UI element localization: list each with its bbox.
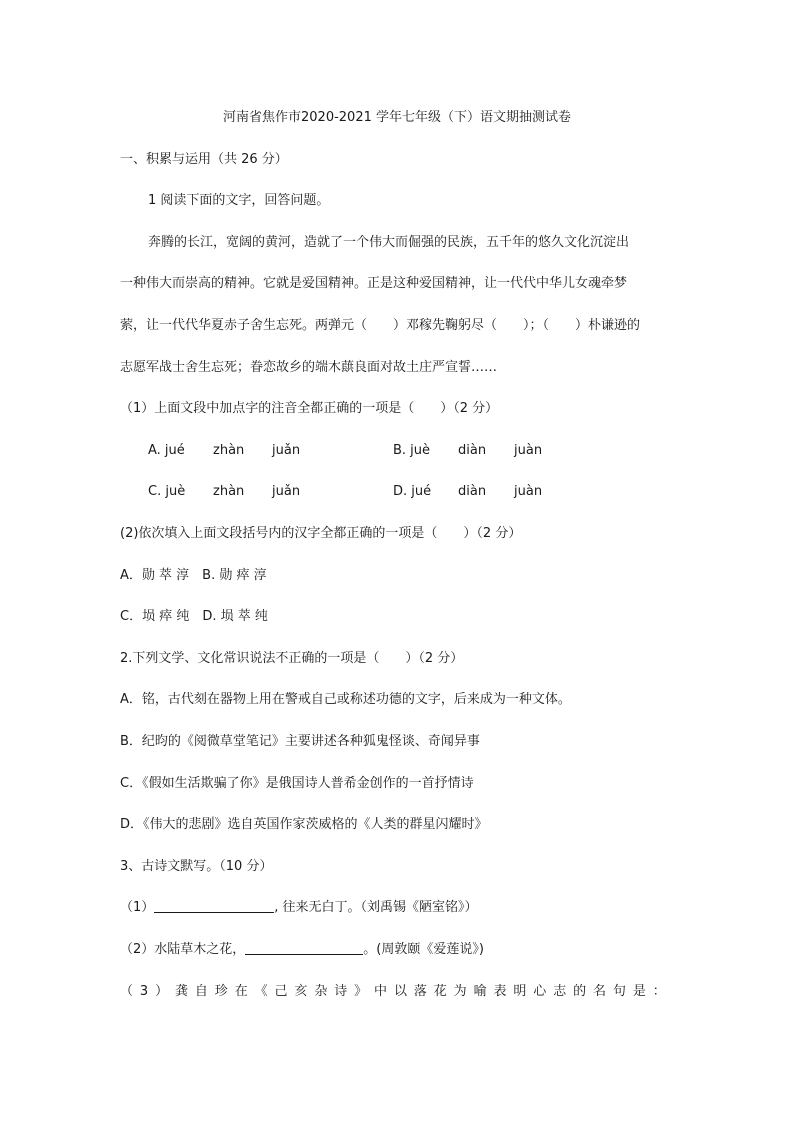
question-3-2: [120, 940, 484, 960]
option-c-pinyin-3: juǎn: [272, 484, 301, 499]
question-1-1: （1）上面文段中加点字的注音全都正确的一项是（ ）（2 分）: [120, 401, 499, 416]
option-a-label: A. jué: [148, 443, 185, 458]
q3-3-char: 亥: [294, 984, 308, 999]
question-1-2-option-cd: C．埙 瘁 纯 D. 埙 萃 纯: [120, 609, 268, 624]
q3-3-char: 》: [354, 984, 368, 999]
q3-3-char: 在: [234, 984, 248, 999]
question-3-1-text: , 往来无白丁。（刘禹锡《陋室铭》）: [274, 900, 478, 915]
q3-3-char: 表: [493, 984, 507, 999]
q3-3-char: 句: [612, 984, 626, 999]
q3-3-char: ：: [652, 984, 666, 999]
question-2: 2.下列文学、文化常识说法不正确的一项是（ ）（2 分）: [120, 651, 464, 666]
passage-line-2: 一种伟大而崇高的精神。它就是爱国精神。正是这种爱国精神，让一代代中华儿女魂牵梦: [120, 276, 628, 291]
question-3: 3、古诗文默写。（10 分）: [120, 859, 273, 874]
passage-line-4: 志愿军战士舍生忘死；眷恋故乡的端木蕻良面对故土庄严宣誓……: [120, 360, 498, 375]
q3-3-char: 落: [413, 984, 427, 999]
q3-3-char: 《: [254, 984, 268, 999]
q3-3-char: 心: [533, 984, 547, 999]
q3-3-char: 杂: [314, 984, 328, 999]
option-c-pinyin-2: zhàn: [213, 484, 245, 499]
option-b-pinyin-2: diàn: [458, 443, 487, 458]
question-2-option-d: D．《伟大的悲剧》选自英国作家茨威格的《人类的群星闪耀时》: [120, 817, 488, 832]
passage-line-1: 奔腾的长江，宽阔的黄河，造就了一个伟大而倔强的民族，五千年的悠久文化沉淀出: [148, 235, 630, 250]
question-3-2-text-before: （2）水陆草木之花，: [120, 942, 246, 957]
question-3-2-text-after: 。(周敦颐《爱莲说》): [363, 942, 484, 957]
page-title: 河南省焦作市2020-2021 学年七年级（下）语文期抽测试卷: [223, 110, 571, 125]
q3-3-char: 珍: [214, 984, 228, 999]
option-d-pinyin-3: juàn: [514, 484, 543, 499]
question-1-2-option-ab: A．勋 萃 淳 B. 勋 瘁 淳: [120, 568, 267, 583]
q3-3-char: 花: [433, 984, 447, 999]
passage-line-3: 萦，让一代代华夏赤子舍生忘死。两弹元（ ）邓稼先鞠躬尽（ ）；（ ）朴谦逊的: [120, 318, 641, 333]
option-b-label: B. juè: [393, 443, 431, 458]
q3-3-char: 为: [453, 984, 467, 999]
q3-3-char: 诗: [334, 984, 348, 999]
question-2-option-b: B．纪昀的《阅微草堂笔记》主要讲述各种狐鬼怪谈、奇闻异事: [120, 734, 480, 749]
question-2-option-a: A．铭，古代刻在器物上用在警戒自己或称述功德的文字，后来成为一种文体。: [120, 692, 571, 707]
q3-3-char: （: [120, 984, 134, 999]
q3-3-char: 龚: [174, 984, 188, 999]
question-1-intro: 1 阅读下面的文字，回答问题。: [148, 193, 330, 208]
option-d-label: D. jué: [393, 484, 432, 499]
q3-3-char: 己: [274, 984, 288, 999]
question-1-2: (2)依次填入上面文段括号内的汉字全都正确的一项是（ ）（2 分）: [120, 526, 522, 541]
section-heading: 一、积累与运用（共 26 分）: [120, 152, 288, 167]
option-a-pinyin-3: juǎn: [272, 443, 301, 458]
answer-blank-3-1[interactable]: [154, 898, 274, 913]
q3-3-char: 3: [139, 984, 149, 999]
question-3-1-number: （1）: [120, 900, 155, 915]
question-3-1: [120, 898, 478, 918]
answer-blank-3-2[interactable]: [245, 940, 363, 955]
q3-3-char: 喻: [473, 984, 487, 999]
q3-3-char: 名: [593, 984, 607, 999]
q3-3-char: 明: [513, 984, 527, 999]
option-d-pinyin-2: diàn: [458, 484, 487, 499]
option-b-pinyin-3: juàn: [514, 443, 543, 458]
question-3-3: [120, 982, 666, 1002]
option-a-pinyin-2: zhàn: [213, 443, 245, 458]
q3-3-char: ）: [155, 984, 169, 999]
q3-3-char: 自: [194, 984, 208, 999]
q3-3-char: 的: [573, 984, 587, 999]
q3-3-char: 中: [374, 984, 388, 999]
q3-3-char: 志: [553, 984, 567, 999]
q3-3-char: 是: [632, 984, 646, 999]
option-c-label: C. juè: [148, 484, 186, 499]
q3-3-char: 以: [393, 984, 407, 999]
question-2-option-c: C．《假如生活欺骗了你》是俄国诗人普希金创作的一首抒情诗: [120, 776, 474, 791]
